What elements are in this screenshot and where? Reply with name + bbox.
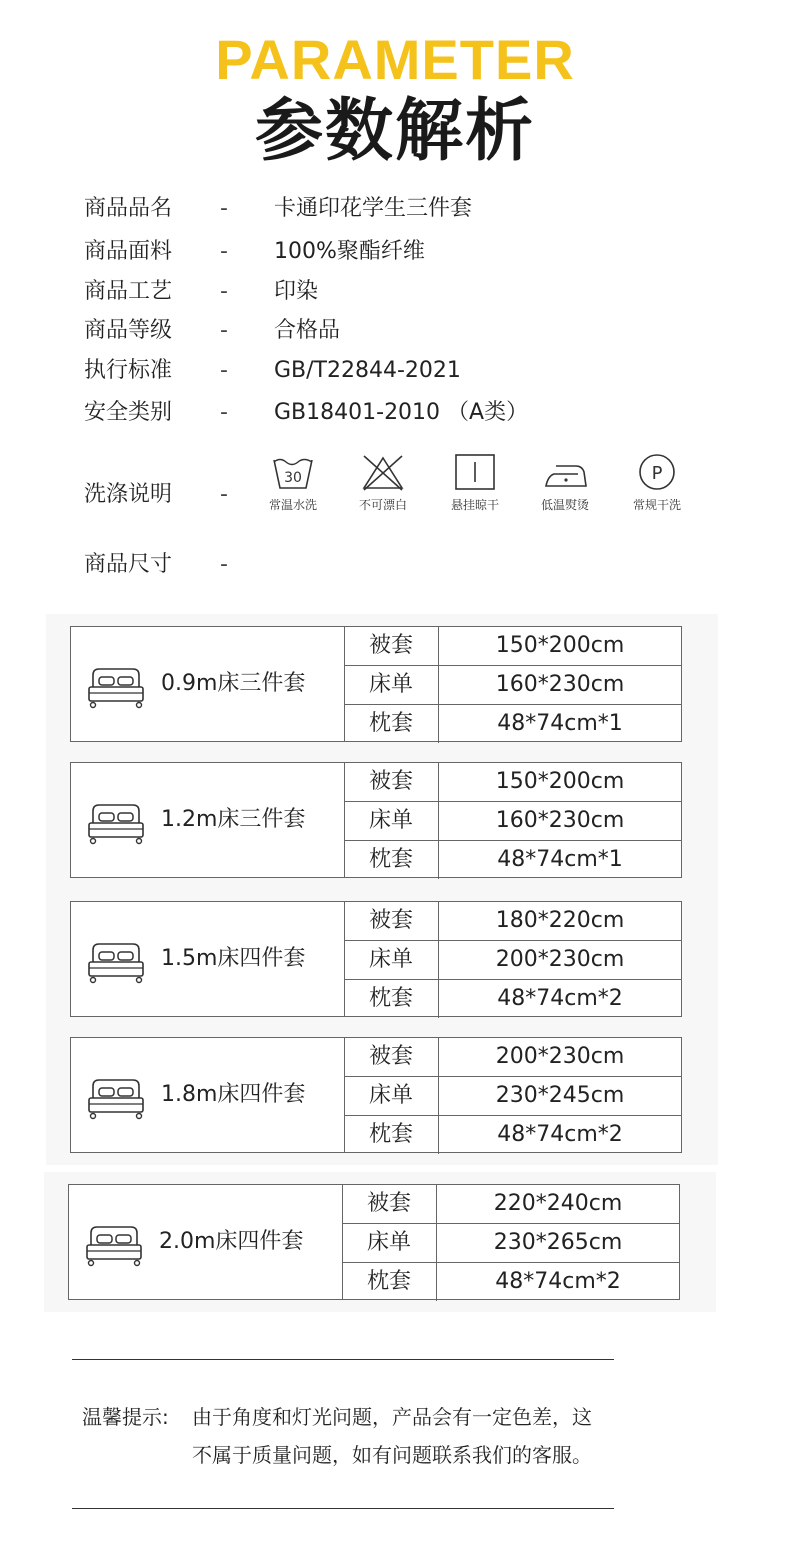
size-item: 枕套 <box>344 980 439 1018</box>
size-item: 床单 <box>344 666 439 704</box>
wash-item-no-bleach <box>348 452 418 513</box>
tip-label: 温馨提示: <box>82 1405 169 1429</box>
size-dim: 48*74cm*1 <box>497 847 623 872</box>
param-dash: - <box>220 279 228 304</box>
size-dim: 200*230cm <box>495 947 625 972</box>
param-row-standard <box>84 354 744 388</box>
size-group-0.9m <box>46 614 718 754</box>
size-dim: 200*230cm <box>495 1044 625 1069</box>
param-dash: - <box>220 552 228 577</box>
size-row-pillowcase <box>344 1116 681 1154</box>
param-value: 合格品 <box>274 318 341 343</box>
param-row-craft <box>84 275 744 309</box>
size-row-pillowcase <box>344 841 681 879</box>
param-value: GB18401-2010 （A类） <box>274 400 529 425</box>
size-bed-cell <box>71 763 345 877</box>
divider-bottom <box>72 1508 614 1509</box>
param-label: 商品品名 <box>84 196 173 221</box>
size-item: 被套 <box>342 1185 437 1223</box>
param-value: 100%聚酯纤维 <box>274 239 425 264</box>
bed-size-name: 0.9m床三件套 <box>161 671 306 696</box>
size-rows <box>344 902 681 1016</box>
size-row-duvet <box>342 1185 679 1224</box>
size-row-duvet <box>344 1038 681 1077</box>
size-row-sheet <box>344 1077 681 1116</box>
param-dash: - <box>220 358 228 383</box>
tip-text-line1: 由于角度和灯光问题，产品会有一定色差，这 <box>192 1405 592 1429</box>
param-dash: - <box>220 239 228 264</box>
size-row-sheet <box>344 666 681 705</box>
param-label: 商品尺寸 <box>84 552 173 577</box>
wash-caption: 不可漂白 <box>358 498 407 512</box>
size-item: 被套 <box>344 1038 439 1076</box>
size-dim: 220*240cm <box>493 1191 623 1216</box>
size-item: 被套 <box>344 902 439 940</box>
hang-dry-icon <box>452 452 498 492</box>
size-row-sheet <box>342 1224 679 1263</box>
wash-item-low-iron <box>530 452 600 513</box>
size-rows <box>344 627 681 741</box>
bed-icon <box>85 1223 143 1269</box>
param-label: 安全类别 <box>84 400 173 425</box>
param-label: 商品面料 <box>84 239 173 264</box>
param-value: 印染 <box>274 279 319 304</box>
wash-item-hang-dry <box>440 452 510 513</box>
size-row-duvet <box>344 763 681 802</box>
size-dim: 230*265cm <box>493 1230 623 1255</box>
wash-item-dry-clean <box>622 452 692 513</box>
size-row-duvet <box>344 902 681 941</box>
size-item: 床单 <box>344 941 439 979</box>
param-dash: - <box>220 318 228 343</box>
size-row-pillowcase <box>344 980 681 1018</box>
param-label: 商品工艺 <box>84 279 173 304</box>
size-item: 床单 <box>344 1077 439 1115</box>
size-table <box>70 901 682 1017</box>
dry-clean-letter: P <box>651 463 663 484</box>
bed-size-name: 1.8m床四件套 <box>161 1082 306 1107</box>
size-table <box>70 1037 682 1153</box>
wash-caption: 常温水洗 <box>268 498 317 512</box>
param-dash: - <box>220 400 228 425</box>
size-row-pillowcase <box>344 705 681 743</box>
param-row-product-name <box>84 192 744 226</box>
size-dim: 160*230cm <box>495 808 625 833</box>
size-dim: 48*74cm*2 <box>497 1122 623 1147</box>
wash-icons <box>258 452 718 522</box>
bed-icon <box>87 665 145 711</box>
dry-clean-icon <box>634 452 680 492</box>
bed-icon <box>87 1076 145 1122</box>
size-bed-cell <box>71 1038 345 1152</box>
bed-size-name: 2.0m床四件套 <box>159 1229 304 1254</box>
size-rows <box>344 1038 681 1152</box>
wash-caption: 低温熨烫 <box>540 498 589 512</box>
size-dim: 48*74cm*2 <box>497 986 623 1011</box>
bed-icon <box>87 940 145 986</box>
size-item: 枕套 <box>344 841 439 879</box>
size-group-1.5m <box>46 889 718 1029</box>
param-label: 商品等级 <box>84 318 173 343</box>
param-row-size <box>84 548 744 582</box>
wash-caption: 常规干洗 <box>632 498 681 512</box>
size-dim: 230*245cm <box>495 1083 625 1108</box>
size-item: 被套 <box>344 627 439 665</box>
wash-caption: 悬挂晾干 <box>450 498 499 512</box>
size-row-pillowcase <box>342 1263 679 1301</box>
wash-item-normal <box>258 452 328 513</box>
size-table <box>70 762 682 878</box>
param-value: GB/T22844-2021 <box>274 358 461 383</box>
size-group-1.2m <box>46 750 718 890</box>
no-bleach-icon <box>360 452 406 492</box>
tip-text-line2: 不属于质量问题，如有问题联系我们的客服。 <box>192 1443 592 1467</box>
size-item: 枕套 <box>342 1263 437 1301</box>
title-chinese: 参数解析 <box>254 92 535 171</box>
size-item: 被套 <box>344 763 439 801</box>
size-dim: 150*200cm <box>495 769 625 794</box>
param-row-grade <box>84 314 744 348</box>
size-group-2.0m <box>44 1172 716 1312</box>
param-row-safety <box>84 396 744 430</box>
size-dim: 150*200cm <box>495 633 625 658</box>
size-dim: 180*220cm <box>495 908 625 933</box>
param-label: 执行标准 <box>84 358 173 383</box>
wash-temp-text: 30 <box>284 470 302 486</box>
size-dim: 160*230cm <box>495 672 625 697</box>
size-bed-cell <box>71 902 345 1016</box>
param-dash: - <box>220 196 228 221</box>
size-item: 床单 <box>344 802 439 840</box>
size-item: 枕套 <box>344 705 439 743</box>
param-dash: - <box>220 482 228 507</box>
size-dim: 48*74cm*1 <box>497 711 623 736</box>
size-bed-cell <box>69 1185 343 1299</box>
divider-top <box>72 1359 614 1360</box>
size-row-duvet <box>344 627 681 666</box>
param-label: 洗涤说明 <box>84 482 173 507</box>
size-bed-cell <box>71 627 345 741</box>
low-iron-icon <box>542 452 588 492</box>
size-dim: 48*74cm*2 <box>495 1269 621 1294</box>
size-item: 床单 <box>342 1224 437 1262</box>
bed-size-name: 1.2m床三件套 <box>161 807 306 832</box>
size-group-1.8m <box>46 1025 718 1165</box>
size-row-sheet <box>344 802 681 841</box>
size-rows <box>344 763 681 877</box>
size-table <box>70 626 682 742</box>
param-value: 卡通印花学生三件套 <box>274 196 473 221</box>
title-english: PARAMETER <box>215 28 575 91</box>
size-row-sheet <box>344 941 681 980</box>
size-rows <box>342 1185 679 1299</box>
size-table <box>68 1184 680 1300</box>
size-item: 枕套 <box>344 1116 439 1154</box>
wash-30-icon <box>270 452 316 492</box>
bed-size-name: 1.5m床四件套 <box>161 946 306 971</box>
param-row-fabric <box>84 235 744 269</box>
bed-icon <box>87 801 145 847</box>
